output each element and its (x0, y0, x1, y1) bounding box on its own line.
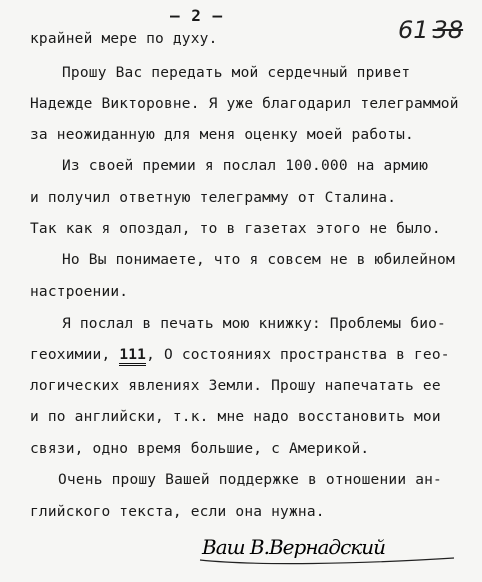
section-number: 111 (119, 347, 146, 366)
text-line: Я послал в печать мою книжку: Проблемы био- (62, 316, 446, 332)
text-line: глийского текста, если она нужна. (30, 504, 325, 520)
text-line: Очень прошу Вашей поддержке в отношении ан- (58, 472, 442, 488)
archive-number-current: 61 (398, 16, 429, 44)
text-line: Прошу Вас передать мой сердечный привет (62, 65, 411, 81)
text-line: за неожиданную для меня оценку моей работы. (30, 127, 414, 143)
text-line: крайней мере по духу. (30, 31, 218, 47)
text-line (30, 346, 450, 364)
text-line: и по английски, т.к. мне надо восстановить мои (30, 409, 441, 425)
archive-number-crossed: 38 (432, 16, 464, 44)
text-fragment: , О состояниях пространства в гео- (146, 347, 450, 363)
page-number: — 2 — (170, 6, 224, 25)
archive-number (398, 16, 463, 44)
text-line: Так как я опоздал, то в газетах этого не было. (30, 221, 441, 237)
text-line: Из своей премии я послал 100.000 на армию (62, 158, 429, 174)
handwritten-signature (198, 522, 458, 572)
text-line: Надежде Викторовне. Я уже благодарил телеграммой (30, 96, 459, 112)
text-line: связи, одно время большие, с Америкой. (30, 441, 370, 457)
signature-drawing (198, 522, 458, 568)
text-line: Но Вы понимаете, что я совсем не в юбилейном (62, 252, 455, 268)
text-fragment: геохимии, (30, 347, 111, 363)
signature-text: Ваш В.Вернадский (202, 535, 385, 559)
text-line: и получил ответную телеграмму от Сталина. (30, 190, 397, 206)
text-line: настроении. (30, 284, 129, 300)
text-line: логических явлениях Земли. Прошу напечатать ее (30, 378, 441, 394)
